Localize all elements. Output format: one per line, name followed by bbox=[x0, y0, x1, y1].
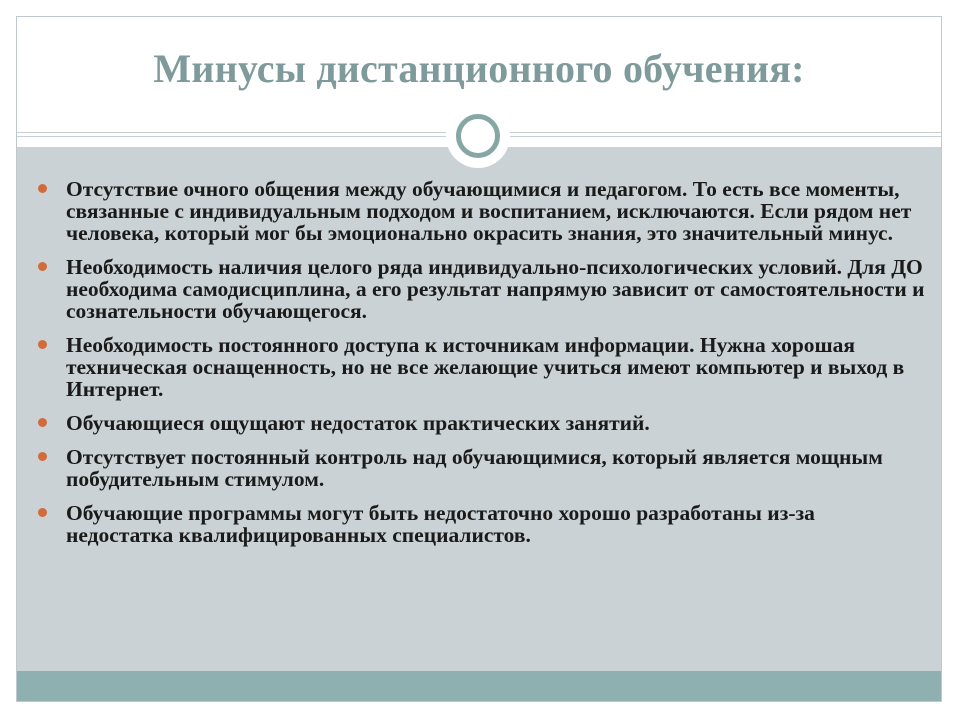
bullet-item bbox=[36, 502, 926, 546]
bullet-text: Отсутствует постоянный контроль над обучающимися, который является мощным побудительным стимулом. bbox=[66, 445, 883, 491]
bullet-item bbox=[36, 334, 926, 400]
footer-bar bbox=[17, 671, 941, 701]
bullet-item bbox=[36, 446, 926, 490]
ring-ornament-icon bbox=[446, 104, 510, 168]
bullet-list bbox=[36, 178, 926, 558]
bullet-item bbox=[36, 178, 926, 244]
bullet-dot-icon bbox=[38, 508, 47, 517]
bullet-dot-icon bbox=[38, 452, 47, 461]
bullet-dot-icon bbox=[38, 418, 47, 427]
bullet-item bbox=[36, 412, 926, 434]
bullet-text: Обучающие программы могут быть недостаточно хорошо разработаны из-за недостатка квалифицированных специалистов. bbox=[66, 501, 815, 547]
bullet-dot-icon bbox=[38, 184, 47, 193]
slide-title: Минусы дистанционного обучения: bbox=[153, 46, 805, 91]
bullet-text: Необходимость наличия целого ряда индивидуально-психологических условий. Для ДО необходима самодисциплина, а его результат напрямую зависит от самостоятельности и сознательности обучающегося. bbox=[66, 255, 925, 323]
bullet-dot-icon bbox=[38, 340, 47, 349]
bullet-item bbox=[36, 256, 926, 322]
bullet-text: Необходимость постоянного доступа к источникам информации. Нужна хорошая техническая оснащенность, но не все желающие учиться имеют компьютер и выход в Интернет. bbox=[66, 333, 905, 401]
bullet-text: Обучающиеся ощущают недостаток практических занятий. bbox=[66, 411, 650, 435]
ring-inner bbox=[456, 114, 500, 158]
bullet-dot-icon bbox=[38, 262, 47, 271]
bullet-text: Отсутствие очного общения между обучающимися и педагогом. То есть все моменты, связанные с индивидуальным подходом и воспитанием, исключаются. Если рядом нет человека, который мог бы эмоционально окрасить знания, это значительный минус. bbox=[66, 177, 912, 245]
